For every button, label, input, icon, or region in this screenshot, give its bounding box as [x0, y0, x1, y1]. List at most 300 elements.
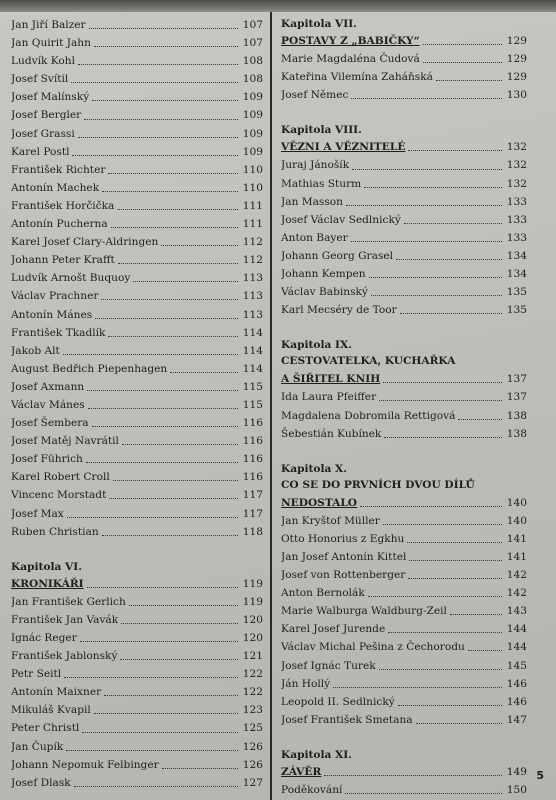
toc-entry: [281, 620, 527, 638]
toc-entry: [11, 468, 263, 486]
entry-name: Karel Josef Clary-Aldringen: [11, 236, 159, 249]
chapter-title-text: KRONIKÁŘI: [11, 577, 84, 590]
entry-name: Johann Nepomuk Felbinger: [11, 758, 159, 771]
entry-page: 113: [242, 308, 263, 321]
entry-name: Václav Prachner: [11, 290, 99, 303]
toc-entry: [281, 175, 527, 193]
toc-entry: [11, 774, 263, 792]
entry-page: 120: [242, 632, 263, 644]
right-column: [281, 16, 527, 799]
entry-name: Jan Čupík: [11, 740, 64, 753]
toc-entry: [281, 584, 527, 602]
entry-page: 144: [506, 641, 527, 654]
dot-leader: [324, 774, 502, 776]
entry-page: 114: [242, 326, 263, 339]
toc-entry: [281, 229, 527, 247]
left-column: [11, 16, 263, 792]
entry-page: 107: [242, 37, 263, 50]
entry-name: Josef Max: [11, 507, 64, 520]
toc-entry: [281, 602, 527, 620]
dot-leader: [66, 749, 238, 751]
dot-leader: [95, 317, 238, 319]
entry-page: 109: [242, 91, 263, 104]
dot-leader: [92, 99, 238, 101]
entry-name: Johann Kempen: [281, 268, 366, 281]
entry-page: 126: [242, 758, 263, 771]
entry-page: 112: [242, 254, 263, 267]
entry-name: Josef Němec: [281, 89, 349, 102]
dot-leader: [67, 516, 238, 518]
entry-name: Otto Honorius z Egkhu: [281, 532, 405, 545]
dot-leader: [161, 244, 238, 246]
toc-entry: [11, 306, 263, 324]
entry-page: 134: [506, 249, 527, 262]
entry-page: 132: [506, 159, 527, 172]
toc-entry: [11, 683, 263, 701]
toc-entry: [11, 450, 263, 468]
entry-name: Anton Bayer: [281, 231, 348, 244]
dot-leader: [86, 461, 238, 463]
dot-leader: [101, 298, 238, 300]
entry-page: 132: [506, 177, 527, 190]
dot-leader: [64, 676, 238, 678]
toc-entry: [11, 719, 263, 737]
entry-name: Josef Bergler: [11, 109, 82, 122]
toc-entry: [11, 486, 263, 504]
dot-leader: [133, 280, 238, 282]
toc-entry: [11, 629, 263, 647]
toc-entry: [11, 342, 263, 360]
entry-page: 129: [506, 35, 527, 47]
toc-entry: [11, 287, 263, 305]
entry-page: 133: [506, 231, 527, 244]
toc-entry: [281, 425, 527, 443]
toc-entry: [11, 665, 263, 683]
entry-page: 149: [506, 765, 527, 778]
dot-leader: [379, 399, 502, 401]
entry-name: Josef Grassi: [11, 127, 75, 140]
entry-name: Ján Hollý: [281, 677, 331, 690]
entry-name: Josef Svítil: [11, 73, 69, 86]
entry-name: Josef Matěj Navrátil: [11, 435, 119, 448]
entry-page: 117: [242, 507, 263, 520]
dot-leader: [409, 559, 502, 561]
dot-leader: [404, 222, 502, 224]
toc-entry: [281, 193, 527, 211]
entry-page: 118: [242, 525, 263, 538]
toc-entry: [281, 657, 527, 675]
chapter-title: [281, 138, 527, 156]
dot-leader: [117, 208, 238, 210]
entry-page: 120: [242, 613, 263, 626]
entry-page: 119: [242, 595, 263, 608]
chapter-label: Kapitola VIII.: [281, 124, 362, 137]
dot-leader: [408, 577, 502, 579]
entry-page: 109: [242, 145, 263, 158]
dot-leader: [398, 704, 502, 706]
toc-entry: [11, 432, 263, 450]
entry-page: 109: [242, 109, 263, 122]
dot-leader: [111, 226, 238, 228]
entry-page: 108: [242, 73, 263, 86]
entry-page: 116: [242, 453, 263, 466]
dot-leader: [384, 436, 502, 438]
entry-page: 107: [242, 19, 263, 31]
dot-leader: [87, 586, 238, 588]
entry-name: Jan Kryštof Müller: [281, 514, 380, 527]
dot-leader: [122, 443, 238, 445]
dot-leader: [345, 792, 502, 794]
chapter-title: [281, 494, 527, 512]
dot-leader: [379, 668, 502, 670]
toc-entry: [11, 523, 263, 541]
entry-name: Poděkování: [281, 784, 343, 796]
entry-name: Josef František Smetana: [281, 713, 413, 726]
chapter-title: [281, 763, 527, 781]
chapter-title-line: CO SE DO PRVNÍCH DVOU DÍLŮ: [281, 478, 475, 491]
chapter-label: Kapitola X.: [281, 462, 347, 475]
entry-page: 111: [242, 218, 263, 231]
entry-page: 142: [506, 587, 527, 600]
entry-name: Mikuláš Kvapil: [11, 704, 91, 717]
entry-name: Johann Georg Grasel: [281, 249, 394, 262]
chapter-heading: [281, 747, 527, 763]
dot-leader: [92, 425, 238, 427]
dot-leader: [468, 649, 502, 651]
dot-leader: [423, 61, 502, 63]
dot-leader: [388, 631, 502, 633]
entry-name: Jan Quirit Jahn: [11, 37, 91, 50]
dot-leader: [351, 240, 502, 242]
chapter-heading: [281, 337, 527, 370]
entry-page: 116: [242, 417, 263, 430]
toc-entry: [11, 647, 263, 665]
entry-name: Kateřina Vilemína Zaháňská: [281, 71, 433, 84]
entry-page: 145: [506, 659, 527, 672]
dot-leader: [352, 168, 502, 170]
entry-name: Josef Dlask: [11, 776, 71, 789]
entry-name: František Jablonský: [11, 650, 118, 663]
entry-name: Ignác Reger: [11, 632, 77, 644]
entry-page: 115: [242, 380, 263, 393]
dot-leader: [74, 785, 238, 787]
dot-leader: [84, 118, 238, 120]
chapter-title-text: A ŠIŘITEL KNIH: [281, 373, 381, 386]
toc-entry: [281, 68, 527, 86]
toc-entry: [281, 388, 527, 406]
dot-leader: [87, 389, 238, 391]
entry-page: 110: [242, 181, 263, 194]
entry-page: 111: [242, 199, 263, 212]
entry-page: 137: [506, 391, 527, 404]
entry-name: František Jan Vavák: [11, 613, 119, 626]
entry-name: Šebestián Kubínek: [281, 427, 382, 440]
dot-leader: [80, 640, 238, 642]
toc-entry: [281, 283, 527, 301]
page-number: 5: [536, 769, 544, 782]
toc-entry: [281, 407, 527, 425]
entry-name: Marie Walburga Waldburg-Zeil: [281, 605, 447, 618]
entry-page: 133: [506, 195, 527, 208]
chapter-title-text: NEDOSTALO: [281, 496, 358, 509]
dot-leader: [423, 43, 502, 45]
toc-entry: [11, 179, 263, 197]
entry-name: Josef Malínský: [11, 91, 90, 104]
entry-name: Anton Bernolák: [281, 587, 365, 600]
entry-page: 135: [506, 304, 527, 317]
dot-leader: [113, 479, 238, 481]
chapter-heading: [281, 16, 527, 32]
toc-entry: [281, 711, 527, 729]
entry-name: Václav Mánes: [11, 398, 85, 411]
entry-page: 147: [506, 713, 527, 726]
entry-page: 108: [242, 55, 263, 68]
entry-page: 116: [242, 471, 263, 484]
toc-entry: [281, 566, 527, 584]
dot-leader: [458, 418, 502, 420]
chapter-title-text: ZÁVĚR: [281, 765, 322, 778]
toc-entry: [281, 675, 527, 693]
entry-page: 138: [506, 427, 527, 440]
dot-leader: [371, 294, 502, 296]
toc-entry: [11, 611, 263, 629]
chapter-title: [281, 370, 527, 388]
dot-leader: [360, 505, 502, 507]
toc-entry: [281, 156, 527, 174]
dot-leader: [120, 658, 238, 660]
entry-name: František Richter: [11, 163, 106, 176]
entry-page: 113: [242, 290, 263, 303]
entry-name: Josef von Rottenberger: [281, 569, 406, 582]
entry-page: 146: [506, 677, 527, 690]
dot-leader: [333, 686, 502, 688]
dot-leader: [71, 81, 238, 83]
entry-page: 121: [242, 650, 263, 663]
entry-page: 137: [506, 373, 527, 386]
entry-page: 110: [242, 163, 263, 176]
dot-leader: [94, 45, 238, 47]
toc-entry: [11, 34, 263, 52]
entry-name: Jan Masson: [281, 195, 343, 208]
toc-entry: [281, 530, 527, 548]
entry-name: Magdalena Dobromila Rettigová: [281, 409, 456, 422]
toc-entry: [11, 251, 263, 269]
chapter-label: Kapitola IX.: [281, 339, 352, 352]
entry-page: 125: [242, 722, 263, 735]
column-divider: [270, 12, 272, 800]
entry-page: 143: [506, 605, 527, 618]
dot-leader: [383, 381, 502, 383]
entry-page: 140: [506, 496, 527, 509]
dot-leader: [108, 335, 238, 337]
entry-page: 129: [506, 53, 527, 66]
entry-name: Juraj Jánošík: [281, 159, 350, 172]
entry-name: Ida Laura Pfeiffer: [281, 391, 377, 404]
toc-entry: [11, 738, 263, 756]
entry-name: Mathias Sturm: [281, 177, 362, 190]
entry-name: Marie Magdaléna Čudová: [281, 53, 420, 66]
toc-entry: [281, 638, 527, 656]
entry-name: Peter Christl: [11, 722, 80, 735]
entry-name: Antonín Mánes: [11, 308, 93, 321]
entry-name: Václav Michal Pešina z Čechorodu: [281, 641, 465, 654]
dot-leader: [450, 613, 502, 615]
toc-entry: [11, 756, 263, 774]
dot-leader: [89, 27, 238, 29]
dot-leader: [102, 190, 238, 192]
toc-entry: [11, 233, 263, 251]
entry-page: 123: [242, 704, 263, 717]
dot-leader: [88, 407, 238, 409]
dot-leader: [82, 731, 238, 733]
dot-leader: [407, 541, 502, 543]
toc-entry: [11, 161, 263, 179]
dot-leader: [346, 204, 502, 206]
toc-entry: [281, 50, 527, 68]
entry-name: František Tkadlík: [11, 326, 106, 339]
dot-leader: [118, 262, 238, 264]
dot-leader: [170, 371, 238, 373]
toc-entry: [11, 70, 263, 88]
entry-name: Antonín Machek: [11, 181, 100, 194]
entry-page: 109: [242, 127, 263, 140]
toc-entry: [11, 215, 263, 233]
toc-entry: [11, 125, 263, 143]
dot-leader: [369, 276, 502, 278]
entry-name: Antonín Pucherna: [11, 218, 108, 231]
entry-name: Karel Postl: [11, 145, 70, 158]
chapter-title-text: VĚZNI A VĚZNITELÉ: [281, 141, 406, 154]
entry-page: 134: [506, 268, 527, 281]
entry-name: Karl Mecséry de Toor: [281, 304, 397, 317]
entry-page: 114: [242, 362, 263, 375]
entry-page: 140: [506, 514, 527, 527]
dot-leader: [400, 312, 502, 314]
entry-name: Václav Babinský: [281, 286, 368, 299]
toc-entry: [11, 593, 263, 611]
chapter-title: [11, 575, 263, 593]
entry-page: 150: [506, 784, 527, 796]
entry-name: Karel Robert Croll: [11, 471, 110, 484]
toc-entry: [281, 548, 527, 566]
entry-name: August Bedřich Piepenhagen: [11, 362, 168, 375]
page-top-edge: [0, 0, 556, 12]
entry-page: 127: [242, 776, 263, 789]
toc-entry: [11, 378, 263, 396]
entry-name: Karel Josef Jurende: [281, 623, 386, 636]
dot-leader: [94, 712, 238, 714]
entry-page: 116: [242, 435, 263, 448]
entry-name: Josef Šembera: [11, 417, 89, 430]
entry-page: 119: [242, 577, 263, 590]
chapter-label: Kapitola XI.: [281, 748, 352, 761]
entry-name: Ruben Christian: [11, 525, 99, 538]
dot-leader: [162, 767, 238, 769]
entry-page: 117: [242, 489, 263, 502]
chapter-heading: [281, 461, 527, 494]
toc-entry: [11, 197, 263, 215]
toc-entry: [281, 265, 527, 283]
dot-leader: [408, 149, 502, 151]
entry-name: Josef Führich: [11, 453, 83, 466]
entry-page: 130: [506, 89, 527, 102]
entry-name: Leopold II. Sedlnický: [281, 695, 395, 708]
entry-page: 141: [506, 550, 527, 563]
dot-leader: [72, 154, 238, 156]
toc-entry: [281, 693, 527, 711]
chapter-label: Kapitola VI.: [11, 560, 82, 573]
dot-leader: [383, 523, 502, 525]
toc-entry: [11, 143, 263, 161]
entry-page: 133: [506, 213, 527, 226]
entry-name: Johann Peter Krafft: [11, 254, 115, 267]
toc-entry: [11, 360, 263, 378]
dot-leader: [104, 694, 238, 696]
entry-page: 122: [242, 668, 263, 681]
entry-name: Petr Seitl: [11, 668, 62, 681]
dot-leader: [109, 497, 238, 499]
entry-page: 135: [506, 286, 527, 299]
toc-entry: [281, 512, 527, 530]
entry-name: Josef Axmann: [11, 380, 85, 393]
entry-page: 122: [242, 686, 263, 699]
toc-entry: [11, 106, 263, 124]
chapter-title-line: CESTOVATELKA, KUCHAŘKA: [281, 355, 456, 368]
dot-leader: [364, 186, 502, 188]
entry-name: Antonín Maixner: [11, 686, 102, 699]
entry-name: Jakob Alt: [11, 344, 60, 357]
entry-page: 132: [506, 141, 527, 154]
chapter-title: [281, 32, 527, 50]
entry-page: 141: [506, 532, 527, 545]
entry-name: Josef Ignác Turek: [281, 659, 376, 672]
entry-page: 138: [506, 409, 527, 422]
entry-page: 142: [506, 569, 527, 582]
entry-name: František Horčička: [11, 199, 115, 212]
entry-page: 129: [506, 71, 527, 84]
dot-leader: [78, 63, 238, 65]
entry-page: 115: [242, 398, 263, 411]
toc-entry: [11, 269, 263, 287]
dot-leader: [108, 172, 238, 174]
entry-page: 113: [242, 272, 263, 285]
toc-entry: [281, 86, 527, 104]
dot-leader: [416, 722, 502, 724]
entry-page: 114: [242, 344, 263, 357]
entry-page: 112: [242, 236, 263, 249]
entry-name: Josef Václav Sedlnický: [281, 213, 401, 226]
toc-entry: [11, 701, 263, 719]
entry-name: Ludvík Kohl: [11, 55, 76, 68]
dot-leader: [396, 258, 502, 260]
toc-entry: [281, 781, 527, 799]
entry-name: Jan František Gerlich: [11, 595, 126, 608]
dot-leader: [78, 136, 238, 138]
dot-leader: [436, 79, 502, 81]
chapter-label: Kapitola VII.: [281, 18, 357, 30]
entry-name: Jan Josef Antonín Kittel: [281, 550, 407, 563]
entry-page: 144: [506, 623, 527, 636]
toc-entry: [281, 211, 527, 229]
toc-entry: [11, 396, 263, 414]
dot-leader: [351, 97, 502, 99]
toc-entry: [11, 324, 263, 342]
toc-entry: [11, 505, 263, 523]
toc-entry: [281, 247, 527, 265]
chapter-heading: [11, 559, 263, 575]
chapter-title-text: POSTAVY Z „BABIČKY“: [281, 35, 420, 47]
dot-leader: [368, 595, 502, 597]
